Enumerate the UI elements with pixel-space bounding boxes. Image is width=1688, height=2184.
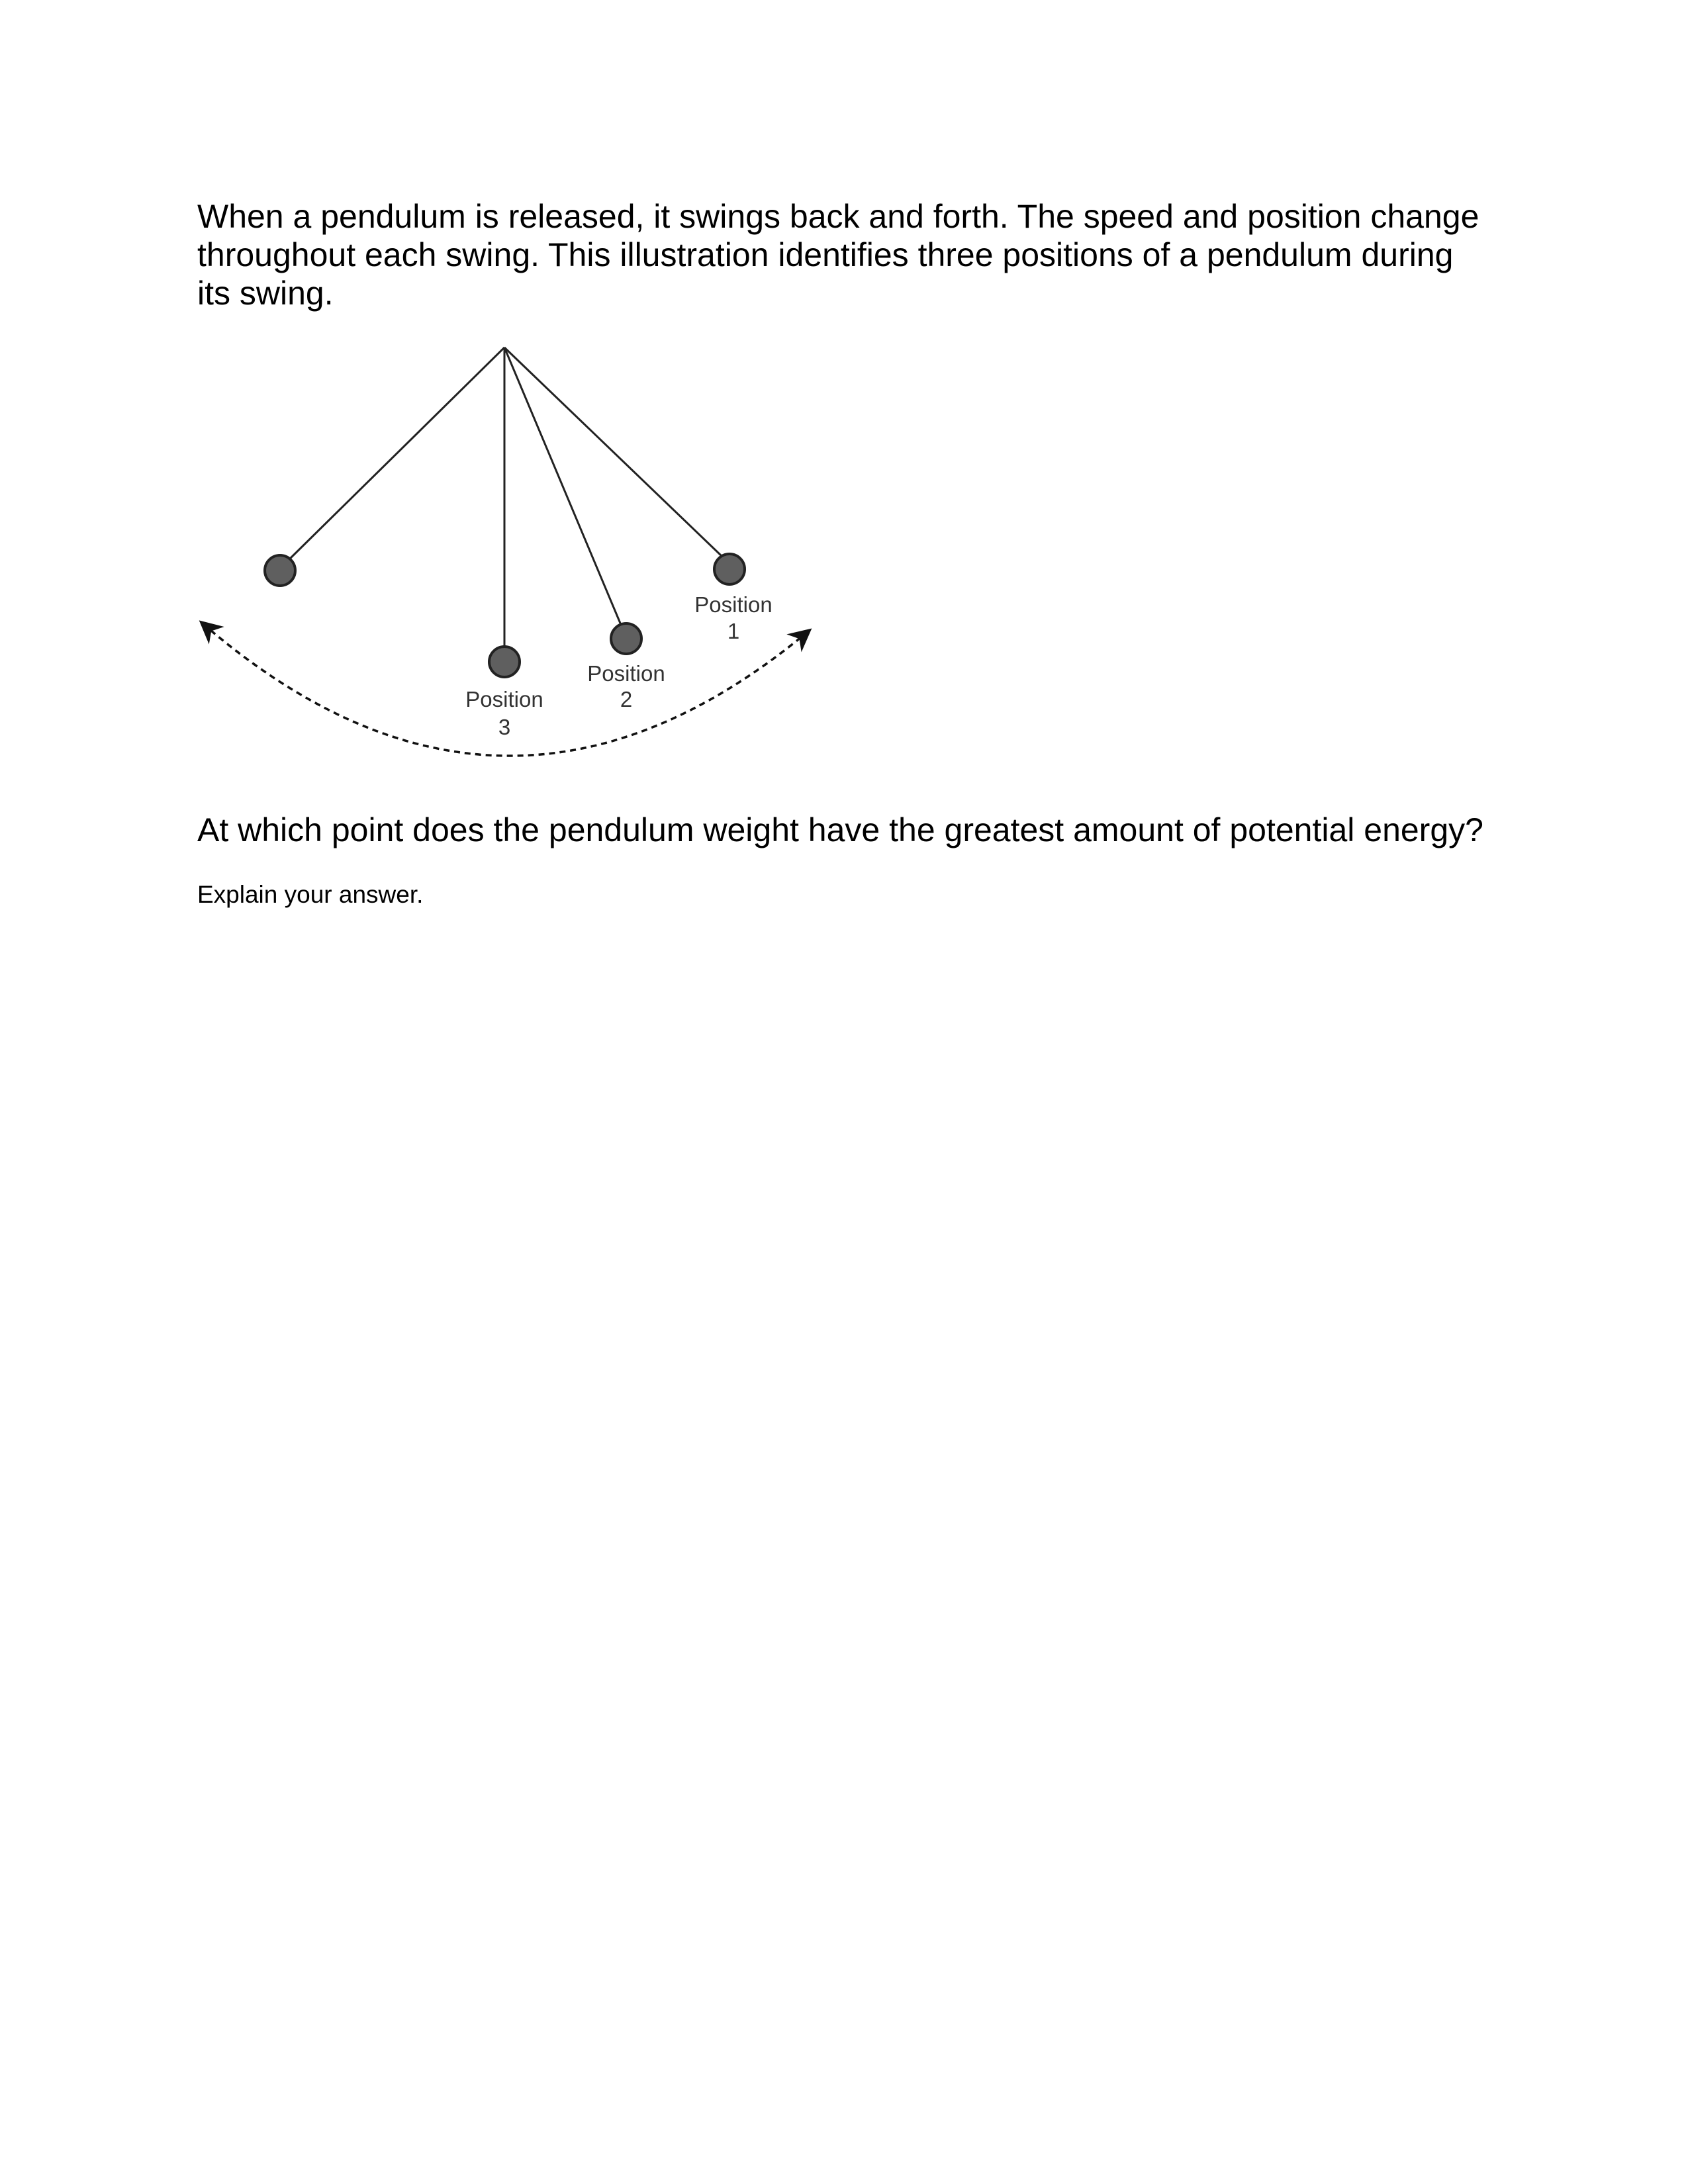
intro-line: its swing. bbox=[197, 275, 334, 312]
question-text: At which point does the pendulum weight have the greatest amount of potential energy? bbox=[197, 811, 1483, 848]
bob-left bbox=[265, 555, 295, 586]
string-position-2 bbox=[504, 347, 621, 625]
label-position-1: Position bbox=[694, 592, 773, 617]
bob-position-3 bbox=[489, 647, 520, 677]
bob-position-1 bbox=[714, 554, 745, 584]
label-position-2-number: 2 bbox=[620, 687, 633, 711]
label-position-3: Position bbox=[465, 687, 543, 711]
intro-line: throughout each swing. This illustration identifies three positions of a pendulum during bbox=[197, 236, 1454, 273]
pendulum-diagram bbox=[0, 0, 1688, 794]
string-left bbox=[286, 347, 504, 563]
bob-position-2 bbox=[611, 623, 641, 654]
label-position-3-number: 3 bbox=[498, 715, 511, 739]
instruction-text: Explain your answer. bbox=[197, 881, 424, 908]
string-position-1 bbox=[504, 347, 722, 556]
intro-line: When a pendulum is released, it swings back and forth. The speed and position change bbox=[197, 198, 1479, 235]
label-position-1-number: 1 bbox=[727, 619, 740, 643]
label-position-2: Position bbox=[587, 661, 665, 686]
pendulum-strings bbox=[286, 347, 722, 647]
